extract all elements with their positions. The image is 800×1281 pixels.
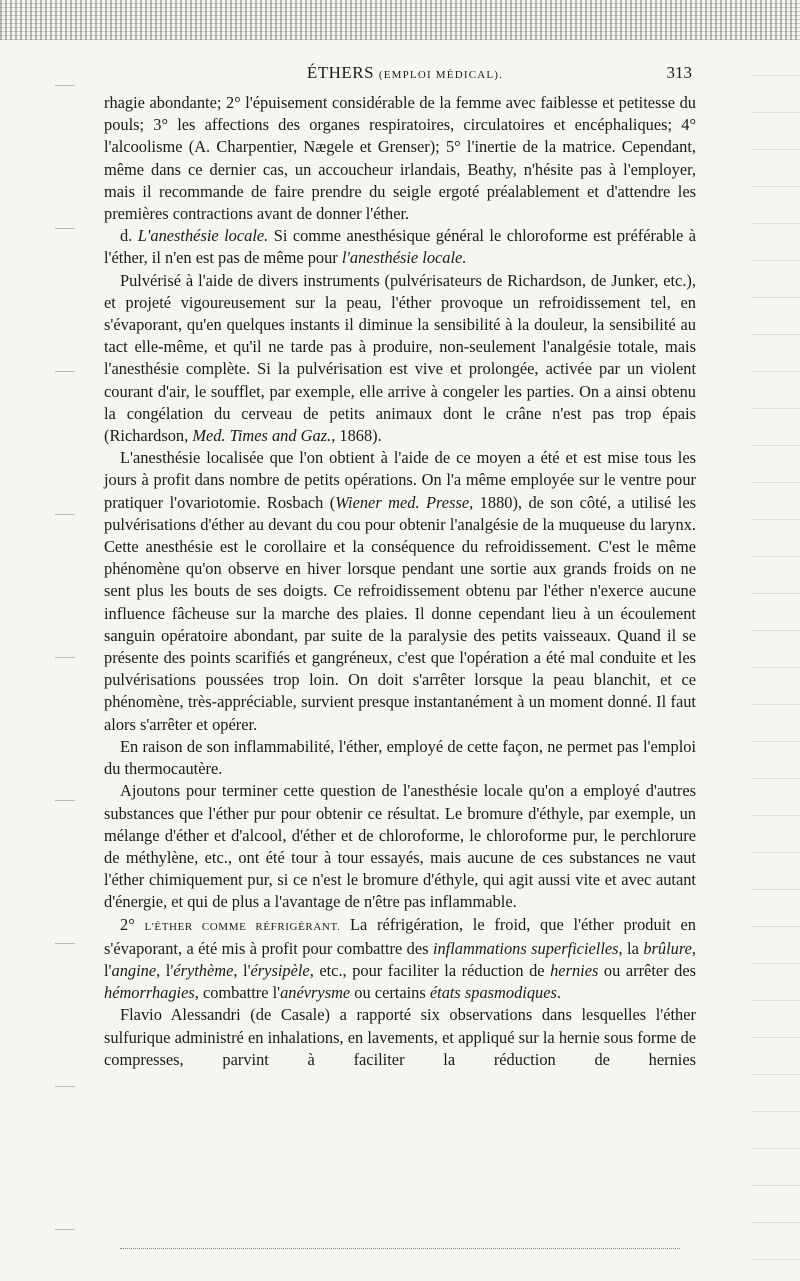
scan-dotted-line-bottom xyxy=(120,1248,680,1251)
italic-run: L'anesthésie locale. xyxy=(137,226,269,246)
text-run: Pulvérisé à l'aide de divers instruments (pulvérisateurs de Richardson, de Junker, etc.), et projeté vigoureusement sur la peau, l'éther provoque un refroidissement tel, en s'évaporant, qu'en quelques instants il diminue la sensibilité à la douleur, la sensibilité au tact elle-même, et qu'il ne tarde pas à produire, non-seulement l'analgésie totale, mais l'anesthésie complète. Si la pulvérisation est vive et prolongée, activée par un violent courant d'air, le soufflet, par exemple, elle arrive à congeler les parties. On a ainsi obtenu la congélation du cerveau de petits animaux dont le crâne n'est pas trop épais (Richardson, xyxy=(104,270,696,446)
text-run: , combattre l' xyxy=(194,983,281,1003)
text-run: . xyxy=(556,983,561,1003)
italic-run: érythème xyxy=(173,960,234,980)
paragraph xyxy=(104,92,696,225)
italic-run: inflammations superficielles xyxy=(432,938,619,958)
text-run: L'anesthésie localisée que l'on obtient à l'aide de ce moyen a été et est mise tous les jours à profit dans nombre de petits opérations. On l'a même employée sur le ventre pour pratiquer l'ovariotomie. Rosbach ( xyxy=(104,448,696,512)
italic-run: états spasmodiques xyxy=(429,983,557,1003)
paragraph xyxy=(104,225,696,269)
text-run: , 1868). xyxy=(331,426,382,446)
paragraph xyxy=(104,270,696,448)
italic-run: l'anesthésie locale. xyxy=(341,248,467,268)
italic-run: Wiener med. Presse xyxy=(335,492,470,512)
text-run: , l' xyxy=(156,960,174,980)
italic-run: anévrysme xyxy=(280,983,351,1003)
text-run: Ajoutons pour terminer cette question de l'anesthésie locale qu'on a employé d'autres substances que l'éther pur pour obtenir ce résultat. Le bromure d'éthyle, par exemple, un mélange d'éther et d'alcool, d'éther et de chloroforme, le chloroforme pur, le perchlorure de méthylène, etc., ont été tour à tour essayés, mais aucune de ces substances ne vaut l'éther chimiquement pur, si ce n'est le bromure d'éthyle, qui agit aussi vite et avec autant d'énergie, et qui de plus a l'avantage de n'être pas inflammable. xyxy=(104,781,696,912)
text-run: , la xyxy=(618,938,644,958)
paragraph xyxy=(104,1004,696,1071)
paragraph xyxy=(104,914,696,1005)
text-run: rhagie abondante; 2° l'épuisement considérable de la femme avec faiblesse et petitesse du pouls; 3° les affections des organes respiratoires, circulatoires et encéphaliques; 4° l'alcoolisme (A. Charpentier, Nægele et Grenser); 5° l'inertie de la matrice. Cependant, même dans ce dernier cas, un accoucheur irlandais, Beathy, n'hésite pas à l'employer, mais il recommande de faire prendre du seigle ergoté préalablement et d'attendre les premières contractions avant de donner l'éther. xyxy=(104,93,696,224)
paragraph xyxy=(104,736,696,780)
scan-noise-top xyxy=(0,0,800,40)
text-run: , l' xyxy=(233,960,251,980)
header-subtitle: (EMPLOI MÉDICAL). xyxy=(378,69,504,81)
text-run: d. xyxy=(120,226,138,246)
italic-run: angine xyxy=(111,960,157,980)
text-run: ou arrêter des xyxy=(598,960,697,980)
header-title: ÉTHERS xyxy=(306,63,375,82)
text-run: Si comme anesthésique général le chloroforme est préférable à l'éther, il n'en est pas de même pour xyxy=(104,226,696,268)
text-run: 2° xyxy=(120,914,145,934)
running-title xyxy=(118,63,692,83)
body-text xyxy=(104,92,696,1071)
italic-run: hémorrhagies xyxy=(104,983,195,1003)
scan-noise-left-margin xyxy=(55,80,75,1230)
text-run: Flavio Alessandri (de Casale) a rapporté six observations dans lesquelles l'éther sulfurique administré en inhalations, en lavements, et appliqué sur la hernie sous forme de compresses, parvint à faciliter la réduction de hernies xyxy=(104,1005,696,1069)
text-run: En raison de son inflammabilité, l'éther, employé de cette façon, ne permet pas l'emploi du thermocautère. xyxy=(104,736,696,779)
text-run: La réfrigération, le froid, que l'éther produit en s'évaporant, a été mis à profit pour combattre des xyxy=(104,914,697,958)
paragraph xyxy=(104,780,696,913)
text-run: , 1880), de son côté, a utilisé les pulvérisations d'éther au devant du cou pour obtenir l'analgésie de la muqueuse du larynx. Cette anesthésie est le corollaire et la conséquence du refroidissement. C'est le même phénomène qu'on observe en hiver lorsque pendant une sortie aux grands froids on ne sent plus les bouts de ses doigts. Ce refroidissement obtenu par l'éther n'exerce aucune influence fâcheuse sur la marche des plaies. Il donne cependant lieu à un écoulement sanguin opératoire abondant, par suite de la paralysie des petits vaisseaux. Quand il se présente des points scarifiés et gangréneux, c'est que l'opération a été mal conduite et les pulvérisations poussées trop loin. On doit s'arrêter lorsque la peau blanchit, et ce phénomène, très-appréciable, survient presque instantanément à un moment donné. Il faut alors s'arrêter et opérer. xyxy=(104,492,696,734)
page-number: 313 xyxy=(666,63,692,82)
italic-run: brûlure xyxy=(643,938,692,958)
text-run: , etc., pour faciliter la réduction de xyxy=(309,960,551,980)
text-run: , l' xyxy=(104,938,696,980)
italic-run: hernies xyxy=(550,960,599,980)
italic-run: Med. Times and Gaz. xyxy=(192,426,332,446)
smallcaps-heading: L'ÉTHER COMME RÉFRIGÉRANT. xyxy=(144,920,341,933)
text-run: ou certains xyxy=(350,983,430,1003)
scan-noise-right-margin xyxy=(752,60,800,1260)
paragraph xyxy=(104,447,696,736)
italic-run: érysipèle xyxy=(250,960,310,980)
running-header xyxy=(118,63,692,89)
